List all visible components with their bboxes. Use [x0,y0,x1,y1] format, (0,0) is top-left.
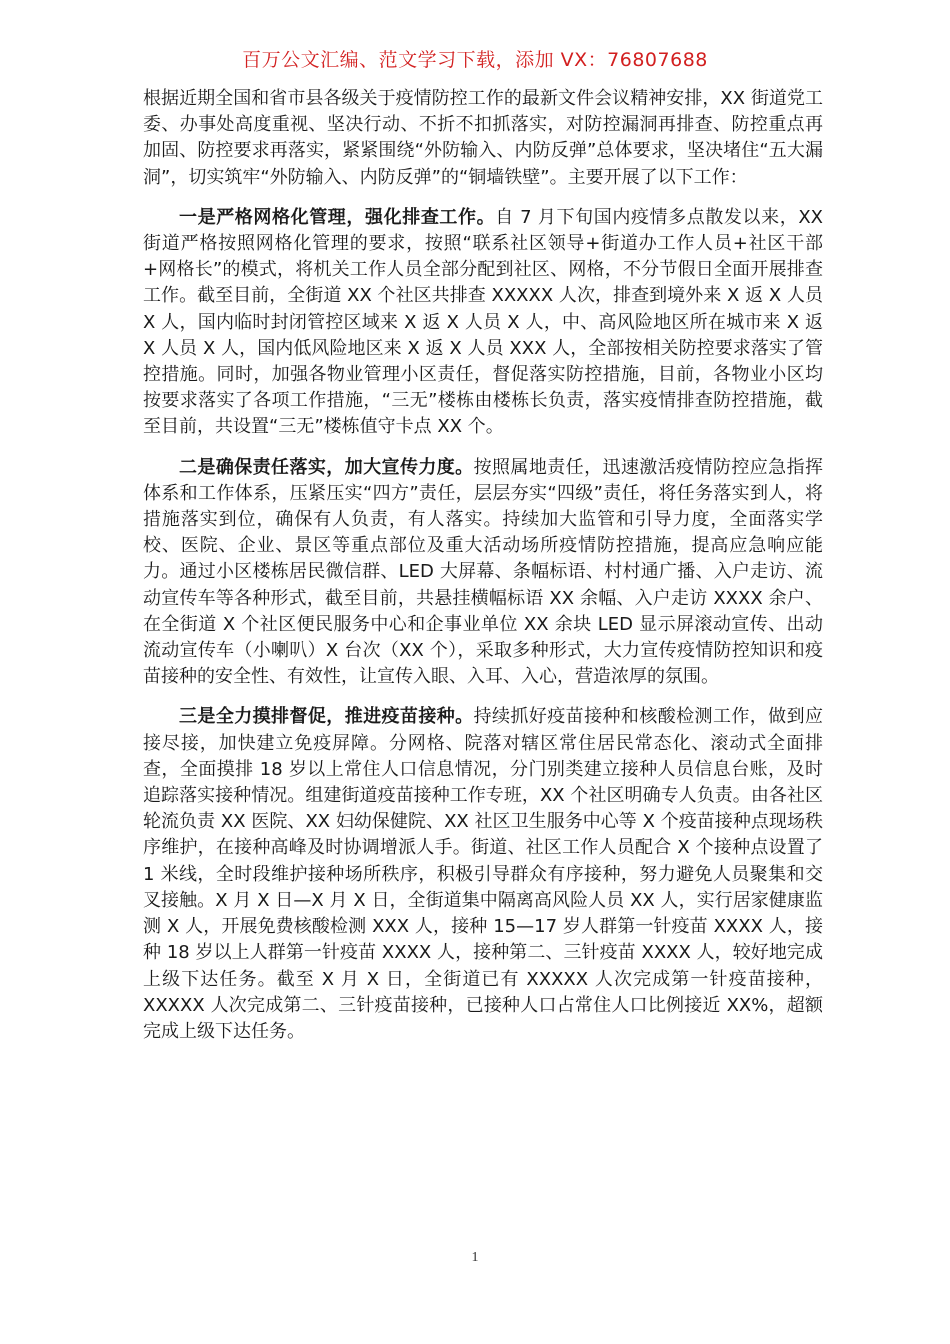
section-1-paragraph [143,205,823,441]
section-2-heading: 二是确保责任落实，加大宣传力度。 [179,456,474,478]
document-body [143,86,823,1059]
section-3-text: 持续抓好疫苗接种和核酸检测工作，做到应接尽接，加快建立免疫屏障。分网格、院落对辖区常住居民常态化、滚动式全面排查，全面摸排 18 岁以上常住人口信息情况，分门别类建立接种人员信息台账，及时追踪落实接种情况。组建街道疫苗接种工作专班，XX 个社区明确专人负责。由各社区轮流负责 XX 医院、XX 妇幼保健院、XX 社区卫生服务中心等 X 个疫苗接种点现场秩序维护，在接种高峰及时协调增派人手。街道、社区工作人员配合 X 个接种点设置了 1 米线，全时段维护接种场所秩序，积极引导群众有序接种，努力避免人员聚集和交叉接触。X 月 X 日—X 月 X 日，全街道集中隔离高风险人员 XX 人，实行居家健康监测 X 人，开展免费核酸检测 XXX 人，接种 15—17 岁人群第一针疫苗 XXXX 人，接种 18 岁以上人群第一针疫苗 XXXX 人，接种第二、三针疫苗 XXXX 人，较好地完成上级下达任务。截至 X 月 X 日，全街道已有 XXXXX 人次完成第一针疫苗接种，XXXXX 人次完成第二、三针疫苗接种，已接种人口占常住人口比例接近 XX%，超额完成上级下达任务。 [143,706,824,1042]
section-1-text: 自 7 月下旬国内疫情多点散发以来，XX 街道严格按照网格化管理的要求，按照“联系社区领导+街道办工作人员+社区干部+网格长”的模式，将机关工作人员全部分配到社区、网格，不分节假日全面开展排查工作。截至目前，全街道 XX 个社区共排查 XXXXX 人次，排查到境外来 X 返 X 人员 X 人，国内临时封闭管控区域来 X 返 X 人员 X 人，中、高风险地区所在城市来 X 返 X 人员 X 人，国内低风险地区来 X 返 X 人员 XXX 人，全部按相关防控要求落实了管控措施。同时，加强各物业管理小区责任，督促落实防控措施，目前，各物业小区均按要求落实了各项工作措施，“三无”楼栋由楼栋长负责，落实疫情排查防控措施，截至目前，共设置“三无”楼栋值守卡点 XX 个。 [143,206,823,438]
section-2-paragraph [143,455,823,691]
section-2-text: 按照属地责任，迅速激活疫情防控应急指挥体系和工作体系，压紧压实“四方”责任，层层夯实“四级”责任，将任务落实到人，将措施落实到位，确保有人负责，有人落实。持续加大监管和引导力度，全面落实学校、医院、企业、景区等重点部位及重大活动场所疫情防控措施，提高应急响应能力。通过小区楼栋居民微信群、LED 大屏幕、条幅标语、村村通广播、入户走访、流动宣传车等各种形式，截至目前，共悬挂横幅标语 XX 余幅、入户走访 XXXX 余户、在全街道 X 个社区便民服务中心和企事业单位 XX 余块 LED 显示屏滚动宣传、出动流动宣传车（小喇叭）X 台次（XX 个），采取多种形式，大力宣传疫情防控知识和疫苗接种的安全性、有效性，让宣传入眼、入耳、入心，营造浓厚的氛围。 [143,456,824,688]
promo-header: 百万公文汇编、范文学习下载，添加 VX：76807688 [242,49,708,71]
intro-text: 根据近期全国和省市县各级关于疫情防控工作的最新文件会议精神安排，XX 街道党工委、办事处高度重视、坚决行动、不折不扣抓落实，对防控漏洞再排查、防控重点再加固、防控要求再落实，紧紧围绕“外防输入、内防反弹”总体要求，坚决堵住“五大漏洞”，切实筑牢“外防输入、内防反弹”的“铜墙铁壁”。主要开展了以下工作： [143,88,823,188]
intro-paragraph [143,86,823,191]
section-1-heading: 一是严格网格化管理，强化排查工作。 [179,206,496,228]
page-number: 1 [471,1250,479,1265]
section-3-paragraph [143,704,823,1045]
section-3-heading: 三是全力摸排督促，推进疫苗接种。 [179,706,474,728]
